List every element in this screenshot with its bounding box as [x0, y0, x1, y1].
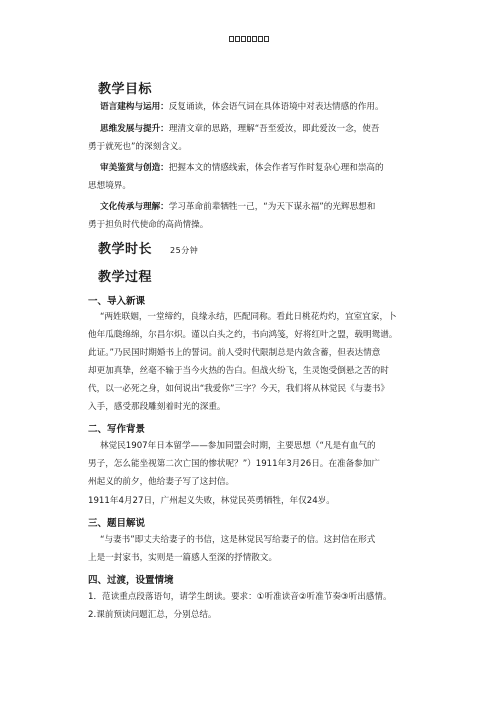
goal-culture: 文化传承与理解：学习革命前辈牺牲一己，“为天下谋永福”的光辉思想和: [100, 202, 376, 212]
s1-line: “两姓联姻，一堂缔约，良缘永结，匹配同称。看此日桃花灼灼，宜室宜家，卜: [100, 312, 397, 322]
s1-line: 他年瓜瓞绵绵，尔昌尔炽。谨以白头之约，书向鸿笺，好将红叶之盟，载明鸳谱。: [88, 330, 398, 340]
s3-line: 上是一封家书，实则是一篇感人至深的抒情散文。: [88, 553, 278, 563]
goal-aesthetic: 审美鉴赏与创造：把握本文的情感线索，体会作者写作时复杂心理和崇高的: [100, 163, 384, 173]
s2-line: 州起义的前夕，他给妻子写了这封信。: [88, 477, 235, 487]
s2-line: 1911年4月27日，广州起义失败，林觉民英勇牺牲，年仅24岁。: [88, 496, 335, 506]
s1-line: 却更加真挚，丝毫不输于当今火热的告白。但战火纷飞，生灵饱受倒悬之苦的时: [88, 366, 389, 376]
s1-line: 入手，感受那段雕刻着时光的深重。: [88, 402, 226, 412]
goal-thinking-cont: 勇于就死也”的深刻含义。: [88, 142, 187, 152]
time-value: 25分钟: [170, 246, 199, 255]
goal-language: 语言建构与运用：反复诵读，体会语气词在具体语境中对表达情感的作用。: [100, 102, 384, 112]
s3-line: “与妻书”即丈夫给妻子的书信，这是林觉民写给妻子的信。这封信在形式: [100, 535, 376, 545]
section-2-title: 二、写作背景: [88, 424, 146, 435]
heading-teaching-goals: 教学目标: [98, 82, 153, 97]
s4-line: 1．范读重点段落语句，请学生朗读。要求：①听准读音②听准节奏③听出感情。: [88, 592, 392, 602]
s2-line: 男子，怎么能坐视第二次亡国的惨状呢？”）1911年3月26日。在准备参加广: [88, 459, 380, 469]
s4-line: 2.课前预读问题汇总，分别总结。: [88, 610, 217, 620]
heading-teaching-process: 教学过程: [98, 270, 153, 285]
section-1-title: 一、导入新课: [88, 296, 146, 307]
goal-culture-cont: 勇于担负时代使命的高尚情操。: [88, 220, 209, 230]
heading-teaching-time: 教学时长 25分钟: [98, 242, 199, 257]
s2-line: 林觉民1907年日本留学——参加同盟会时期，主要思想（“凡是有血气的: [100, 441, 376, 451]
section-4-title: 四、过渡，设置情境: [88, 575, 174, 586]
goal-aesthetic-cont: 思想境界。: [88, 181, 131, 191]
s1-line: 此证。”乃民国时期婚书上的誓词。前人受时代限制总是内敛含蓄，但表达情意: [88, 348, 381, 358]
s1-line: 代，以一必死之身，如何说出“我爱你”三字？今天，我们将从林觉民《与妻书》: [88, 384, 390, 394]
header-mark: [229, 36, 269, 44]
section-3-title: 三、题目解说: [88, 518, 146, 529]
goal-thinking: 思维发展与提升：理清文章的思路，理解“吾至爱汝，即此爱汝一念，使吾: [100, 124, 380, 134]
